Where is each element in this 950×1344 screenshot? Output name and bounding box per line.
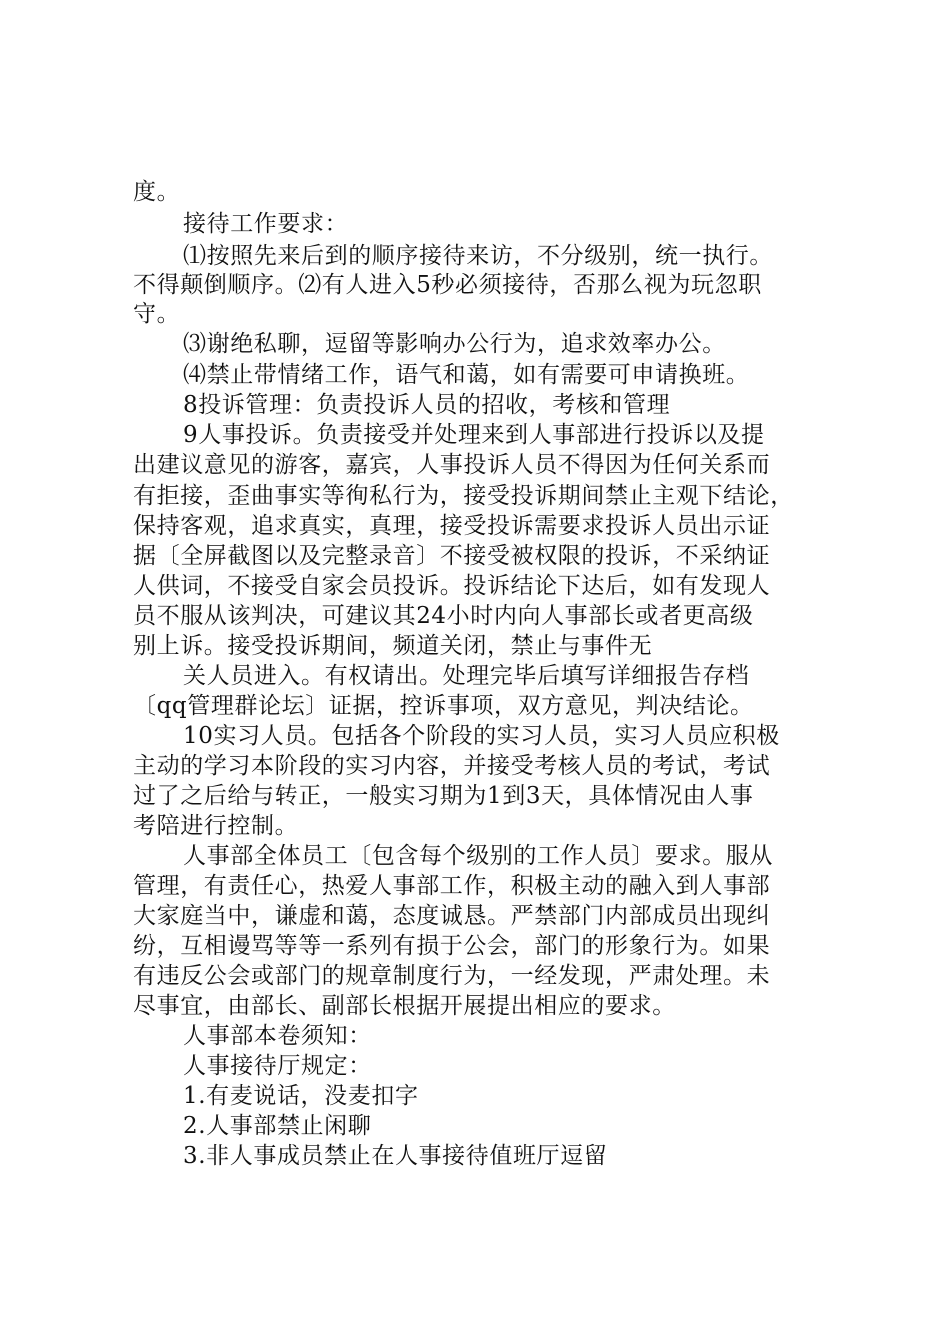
text-line: 员不服从该判决，可建议其24小时内向人事部长或者更高级 xyxy=(133,603,754,629)
text-line: 9人事投诉。负责接受并处理来到人事部进行投诉以及提 xyxy=(183,422,765,448)
text-line: ⑴按照先来后到的顺序接待来访，不分级别，统一执行。 xyxy=(183,243,773,269)
list-item: 2.人事部禁止闲聊 xyxy=(183,1113,372,1139)
text-line: 管理，有责任心，热爱人事部工作，积极主动的融入到人事部 xyxy=(133,873,771,899)
list-item: 3.非人事成员禁止在人事接待值班厅逗留 xyxy=(183,1143,608,1169)
text-line: 8投诉管理：负责投诉人员的招收，考核和管理 xyxy=(183,392,671,418)
text-line: 人事部全体员工〔包含每个级别的工作人员〕要求。服从 xyxy=(183,843,773,869)
list-item: 1.有麦说话，没麦扣字 xyxy=(183,1083,419,1109)
text-line: ⑶谢绝私聊，逗留等影响办公行为，追求效率办公。 xyxy=(183,331,726,357)
text-line: 别上诉。接受投诉期间，频道关闭，禁止与事件无 xyxy=(133,633,653,659)
text-line: 不得颠倒顺序。⑵有人进入5秒必须接待，否那么视为玩忽职 xyxy=(133,272,762,298)
text-line: 纷，互相谩骂等等一系列有损于公会，部门的形象行为。如果 xyxy=(133,933,771,959)
text-line: 关人员进入。有权请出。处理完毕后填写详细报告存档 xyxy=(183,663,750,689)
text-line: 据〔全屏截图以及完整录音〕不接受被权限的投诉，不采纳证 xyxy=(133,543,771,569)
text-line: ⑷禁止带情绪工作，语气和蔼，如有需要可申请换班。 xyxy=(183,362,750,388)
section-heading: 人事接待厅规定： xyxy=(183,1053,372,1079)
text-line: 度。 xyxy=(133,179,181,205)
text-line: 大家庭当中，谦虚和蔼，态度诚恳。严禁部门内部成员出现纠 xyxy=(133,903,771,929)
text-line: 出建议意见的游客，嘉宾，人事投诉人员不得因为任何关系而 xyxy=(133,452,771,478)
text-line: 10实习人员。包括各个阶段的实习人员，实习人员应积极 xyxy=(183,723,780,749)
section-heading: 人事部本卷须知： xyxy=(183,1023,372,1049)
text-line: 主动的学习本阶段的实习内容，并接受考核人员的考试，考试 xyxy=(133,753,771,779)
text-line: 有拒接，歪曲事实等徇私行为，接受投诉期间禁止主观下结论， xyxy=(133,483,794,509)
text-line: 保持客观，追求真实，真理，接受投诉需要求投诉人员出示证 xyxy=(133,513,771,539)
text-line: 有违反公会或部门的规章制度行为，一经发现，严肃处理。未 xyxy=(133,963,771,989)
text-line: 考陪进行控制。 xyxy=(133,813,299,839)
text-line: 守。 xyxy=(133,301,181,327)
text-line: 尽事宜，由部长、副部长根据开展提出相应的要求。 xyxy=(133,993,676,1019)
text-line: 〔qq管理群论坛〕证据，控诉事项，双方意见，判决结论。 xyxy=(133,693,754,719)
text-line: 过了之后给与转正，一般实习期为1到3天，具体情况由人事 xyxy=(133,783,754,809)
section-heading: 接待工作要求： xyxy=(183,211,349,237)
text-line: 人供词，不接受自家会员投诉。投诉结论下达后，如有发现人 xyxy=(133,573,771,599)
